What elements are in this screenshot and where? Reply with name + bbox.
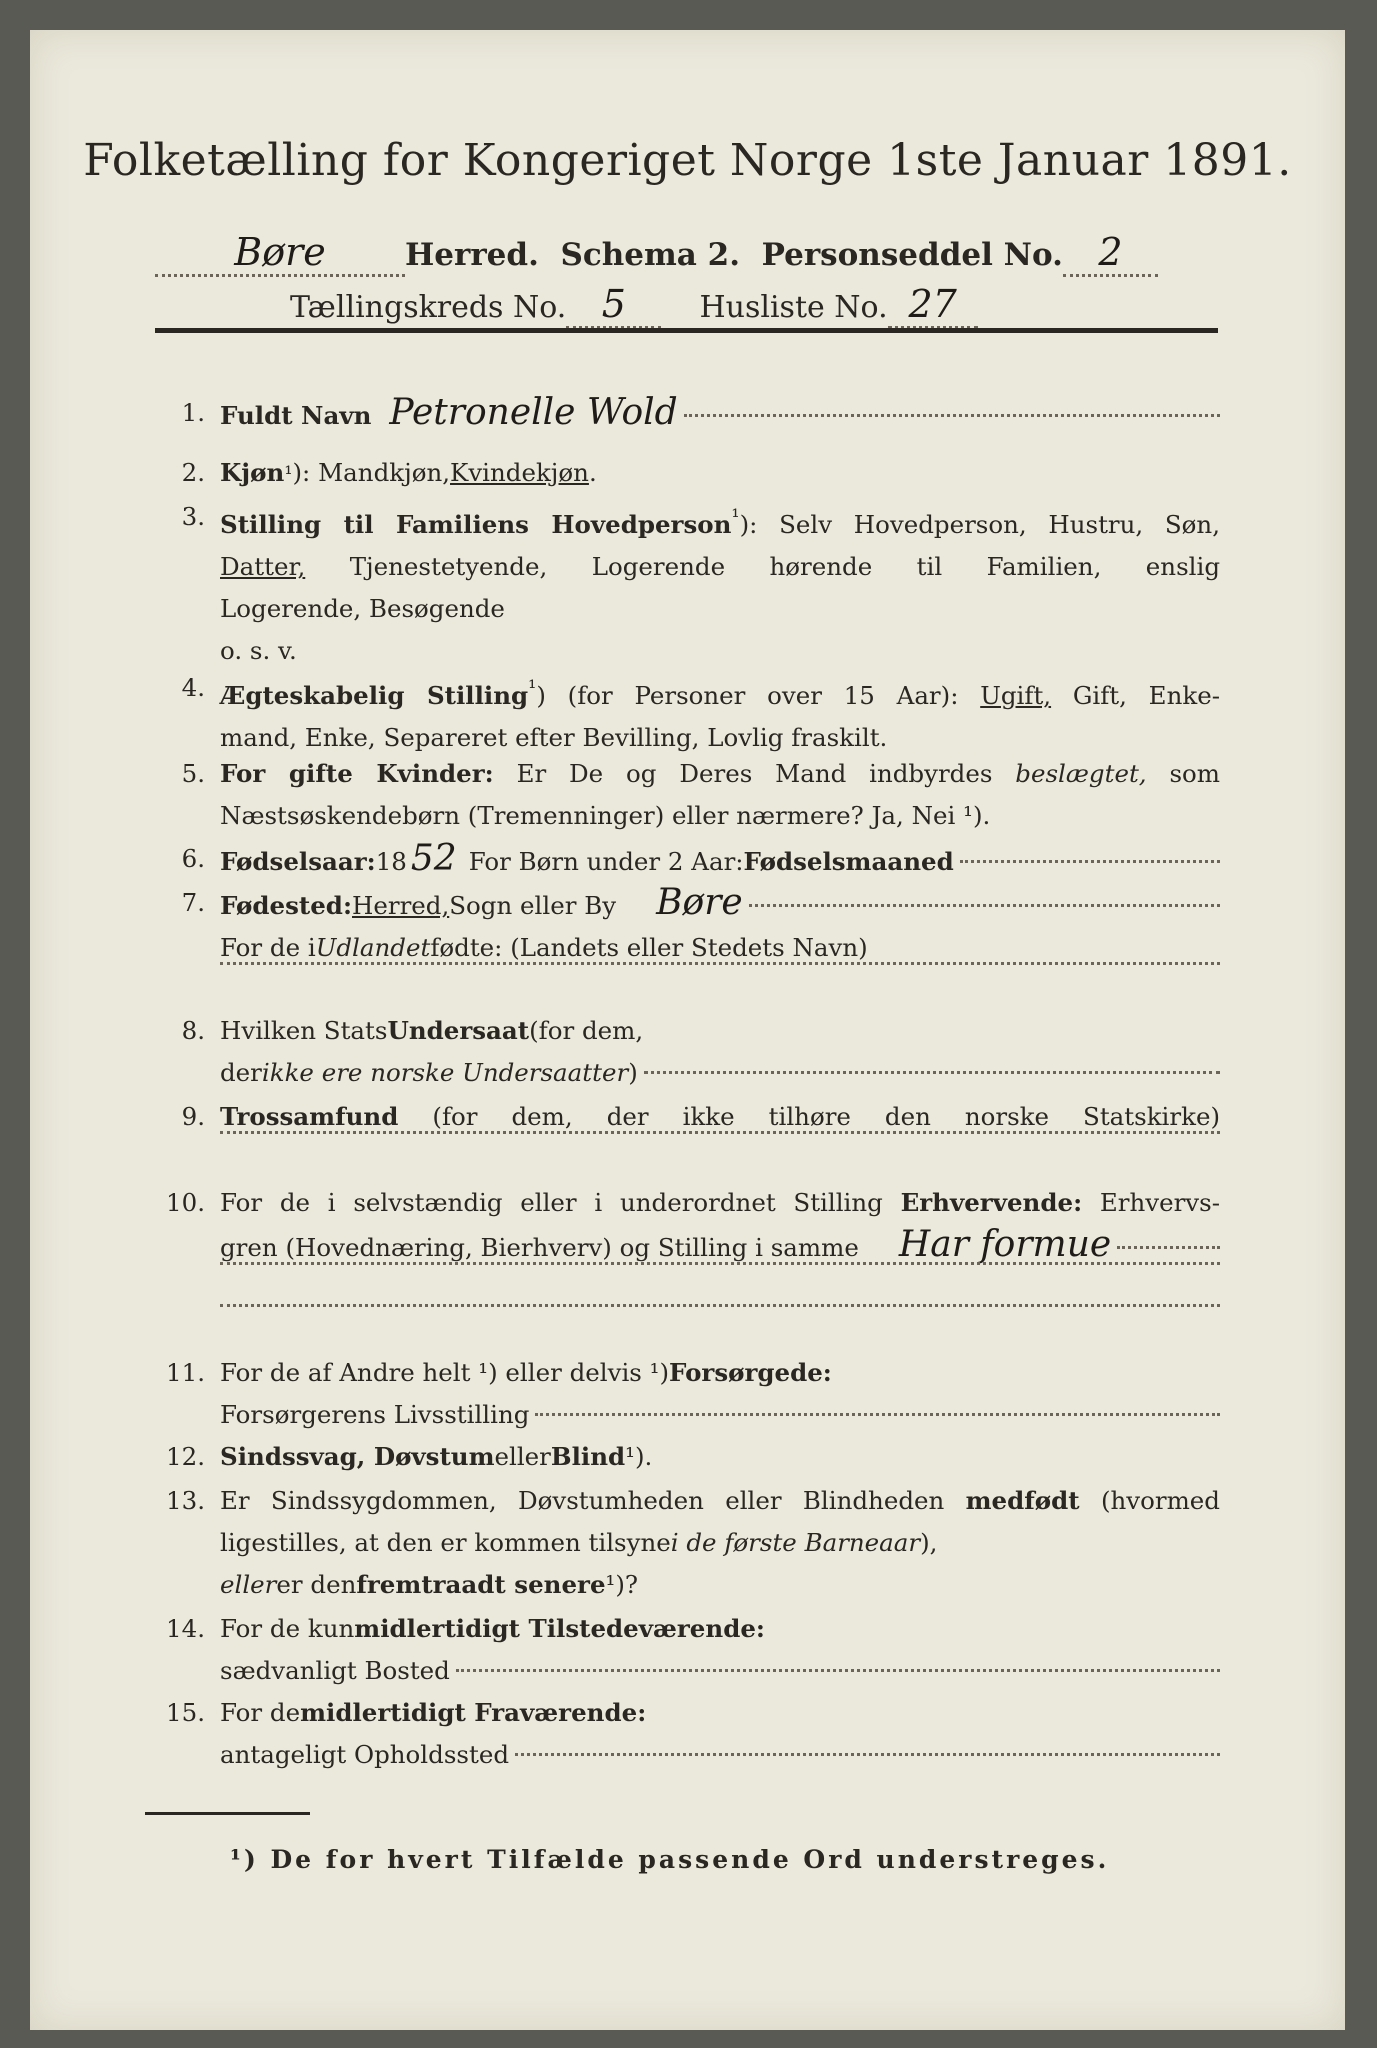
item-text: sædvanligt Bosted bbox=[220, 1656, 450, 1685]
item-text: gren (Hovednæring, Bierhverv) og Stilling i samme bbox=[220, 1233, 859, 1262]
item-text: ikke ere norske Undersaatter bbox=[261, 1058, 629, 1087]
item-number: 8. bbox=[181, 1016, 205, 1045]
item-text: For de i bbox=[220, 933, 316, 962]
item-text: o. s. v. bbox=[220, 636, 297, 666]
item-number: 5. bbox=[181, 759, 205, 788]
header-line-1 bbox=[155, 230, 1220, 277]
item-text: For de af Andre helt ¹) eller delvis ¹) bbox=[220, 1358, 670, 1387]
item-text: er den bbox=[276, 1570, 357, 1599]
fill-line bbox=[220, 1304, 1220, 1307]
birth-year-value: 52 bbox=[410, 838, 457, 879]
item-label: Fuldt Navn bbox=[220, 401, 372, 430]
item-text: Forsørgerens Livsstilling bbox=[220, 1400, 530, 1429]
census-form-page: Folketælling for Kongeriget Norge 1ste Januar 1891. Børe Herred. Schema 2. Personseddel No. 2 Tællingskreds No. 5 Husliste No. 27 1. Fuldt Navn Petronelle Wold 2. Kjøn ¹ ): Mandkjøn, Kvindekjøn . 3. Stilling til Familiens Hovedperson$^{^1}$): Selv Hovedperson, Hustru, Søn, Datter, Tjenestetyende, Logerende hørende til Familien, enslig Logerende, Besøgende o. s. v. 4. Ægteskabelig Stilling$^{^1}$) (for Personer over 15 Aar): Ugift, Gift, Enke- mand, Enke, Separeret efter Bevilling, Lovlig fraskilt. 5. For gifte Kvinder: Er De og Deres Mand indbyrdes beslægtet, som Næstsøskendebørn (Tremenninger) eller nærmere? Ja, Nei ¹). 6. Fødselsaar: 18 52 For Børn under 2 Aar: Fødselsmaaned 7. Fødested: Herred, Sogn eller By Børe For de i Udlandet fødte: (Landets eller Stedets Navn) 8. Hvilken Stats Undersaat (for dem, der ikke ere norske Undersaatter ) 9. Trossamfund (for dem, der ikke tilhøre den norske Statskirke) 10. For de i selvstændig eller i underordnet Stilling Erhvervende: Erhvervs- gren (Hovednæring, Bierhverv) og Stilling i samme Har formue 11. For de af Andre helt ¹) eller delvis ¹) Forsørgede: Forsørgerens Livsstilling 12. Sindssvag, Døvstum eller Blind ¹). 13. Er Sindssygdommen, Døvstumheden eller Blindheden medfødt (hvormed ligestilles, at den er kommen tilsyne i de første Barneaar ), eller er den fremtraadt senere ¹)? 14. For de kun midlertidigt Tilstedeværende: sædvanligt Bosted 15. For de midlertidigt Fraværende: antageligt Opholdssted ¹) De for hvert Tilfælde passende Ord understreges. bbox=[30, 30, 1345, 2030]
husliste-value: 27 bbox=[888, 282, 978, 329]
fill-line bbox=[1117, 1246, 1220, 1249]
fill-line bbox=[535, 1413, 1220, 1416]
birthplace-value: Børe bbox=[656, 882, 743, 923]
item-number: 4. bbox=[181, 673, 205, 702]
item-text: 18 bbox=[375, 847, 407, 876]
schema-label: Schema 2. bbox=[560, 237, 741, 273]
item-number: 3. bbox=[181, 502, 205, 531]
item-text: For Børn under 2 Aar: bbox=[468, 847, 744, 876]
item-text: For de bbox=[220, 1698, 301, 1727]
item-text: eller bbox=[494, 1442, 551, 1471]
item-text: ¹)? bbox=[605, 1570, 639, 1599]
personseddel-label: Personseddel No. bbox=[761, 237, 1063, 273]
item-label: Sindssvag, Døvstum bbox=[220, 1442, 495, 1471]
fill-line bbox=[960, 860, 1220, 863]
item-label: Fødselsmaaned bbox=[743, 847, 954, 876]
husliste-label: Husliste No. bbox=[699, 290, 888, 325]
item-text: Er De og Deres Mand indbyrdes bbox=[493, 759, 1016, 788]
item-number: 7. bbox=[181, 888, 205, 917]
item-text: Gift, Enke- bbox=[1051, 681, 1220, 711]
item-text: ): Mandkjøn, bbox=[292, 458, 451, 487]
item-text: fødte: (Landets eller Stedets Navn) bbox=[430, 933, 868, 962]
item-number: 11. bbox=[166, 1358, 205, 1387]
item-label: Undersaat bbox=[387, 1016, 530, 1045]
item-label: midlertidigt Tilstedeværende: bbox=[354, 1614, 765, 1643]
item-number: 1. bbox=[181, 398, 205, 427]
item-text: ) (for Personer over 15 Aar): bbox=[536, 681, 981, 711]
underlined-option: Ugift, bbox=[980, 681, 1052, 711]
item-label: Forsørgede: bbox=[669, 1358, 832, 1387]
fill-line bbox=[644, 1071, 1220, 1074]
fill-line bbox=[220, 962, 1220, 965]
underlined-option: Herred, bbox=[352, 891, 450, 920]
footnote-mark: ¹ bbox=[731, 505, 740, 529]
item-text: eller bbox=[220, 1570, 277, 1599]
item-text: Næstsøskendebørn (Tremenninger) eller nærmere? Ja, Nei ¹). bbox=[220, 801, 991, 830]
header-line-2 bbox=[290, 282, 1355, 329]
footnote-mark: ¹ bbox=[528, 676, 537, 700]
fill-line bbox=[220, 1262, 1220, 1265]
item-text: Udlandet bbox=[315, 933, 431, 962]
item-text: Sogn eller By bbox=[449, 891, 617, 920]
underlined-option: Kvindekjøn bbox=[450, 458, 589, 487]
fill-line bbox=[515, 1753, 1220, 1756]
item-text: Erhvervs- bbox=[1082, 1188, 1220, 1217]
footnote: ¹) De for hvert Tilfælde passende Ord understreges. bbox=[230, 1845, 1110, 1874]
item-label: Kjøn bbox=[220, 458, 285, 487]
footnote-rule bbox=[145, 1812, 310, 1815]
item-text: (hvormed bbox=[1079, 1486, 1220, 1515]
item-label: For gifte Kvinder: bbox=[220, 759, 494, 788]
item-label: fremtraadt senere bbox=[356, 1570, 606, 1599]
item-text: antageligt Opholdssted bbox=[220, 1740, 509, 1769]
item-text: ), bbox=[920, 1528, 938, 1557]
item-text: (for dem, der ikke tilhøre den norske Statskirke) bbox=[398, 1102, 1220, 1131]
fill-line bbox=[684, 414, 1220, 417]
item-text: Tjenestetyende, Logerende hørende til Familien, enslig bbox=[305, 552, 1220, 582]
full-name-value: Petronelle Wold bbox=[389, 392, 678, 433]
item-text: i de første Barneaar bbox=[670, 1528, 921, 1557]
kreds-label: Tællingskreds No. bbox=[290, 290, 567, 325]
item-label: Fødested: bbox=[220, 891, 352, 920]
fill-line bbox=[749, 904, 1220, 907]
item-number: 14. bbox=[166, 1614, 205, 1643]
item-number: 6. bbox=[181, 844, 205, 873]
underlined-option: Datter, bbox=[220, 552, 306, 582]
item-label: medfødt bbox=[965, 1486, 1080, 1515]
item-text: ): Selv Hovedperson, Hustru, Søn, bbox=[739, 510, 1221, 540]
item-number: 2. bbox=[181, 458, 205, 487]
item-text: Er Sindssygdommen, Døvstumheden eller Blindheden bbox=[220, 1486, 966, 1515]
item-text: beslægtet, bbox=[1015, 759, 1147, 788]
item-text: For de i selvstændig eller i underordnet Stilling bbox=[220, 1188, 901, 1217]
item-text: ¹). bbox=[625, 1442, 653, 1471]
item-text: der bbox=[220, 1058, 262, 1087]
item-number: 15. bbox=[166, 1698, 205, 1727]
footnote-mark: ¹ bbox=[284, 462, 293, 486]
fill-line bbox=[220, 1131, 1220, 1134]
personseddel-value: 2 bbox=[1063, 230, 1158, 277]
item-text: Hvilken Stats bbox=[220, 1016, 388, 1045]
item-text: ligestilles, at den er kommen tilsyne bbox=[220, 1528, 671, 1557]
herred-value: Børe bbox=[155, 230, 405, 277]
item-label: Erhvervende: bbox=[900, 1188, 1083, 1217]
item-text: (for dem, bbox=[529, 1016, 644, 1045]
item-label: Stilling til Familiens Hovedperson bbox=[220, 510, 732, 540]
item-number: 9. bbox=[181, 1102, 205, 1131]
form-title: Folketælling for Kongeriget Norge 1ste Januar 1891. bbox=[83, 135, 1292, 186]
item-text: For de kun bbox=[220, 1614, 355, 1643]
item-label: midlertidigt Fraværende: bbox=[300, 1698, 647, 1727]
header-rule bbox=[155, 328, 1218, 333]
fill-line bbox=[456, 1669, 1220, 1672]
item-number: 10. bbox=[166, 1188, 205, 1217]
item-text: som bbox=[1146, 759, 1220, 788]
item-number: 12. bbox=[166, 1442, 205, 1471]
herred-label: Herred. bbox=[405, 237, 539, 273]
occupation-value: Har formue bbox=[898, 1224, 1112, 1265]
item-label: Blind bbox=[550, 1442, 626, 1471]
item-text: Logerende, Besøgende bbox=[220, 594, 505, 624]
item-label: Trossamfund bbox=[220, 1102, 399, 1131]
item-text: mand, Enke, Separeret efter Bevilling, Lovlig fraskilt. bbox=[220, 723, 888, 753]
item-label: Fødselsaar: bbox=[220, 847, 376, 876]
item-text: . bbox=[588, 458, 597, 487]
kreds-value: 5 bbox=[566, 282, 661, 329]
item-number: 13. bbox=[166, 1486, 205, 1515]
item-label: Ægteskabelig Stilling bbox=[220, 681, 529, 711]
